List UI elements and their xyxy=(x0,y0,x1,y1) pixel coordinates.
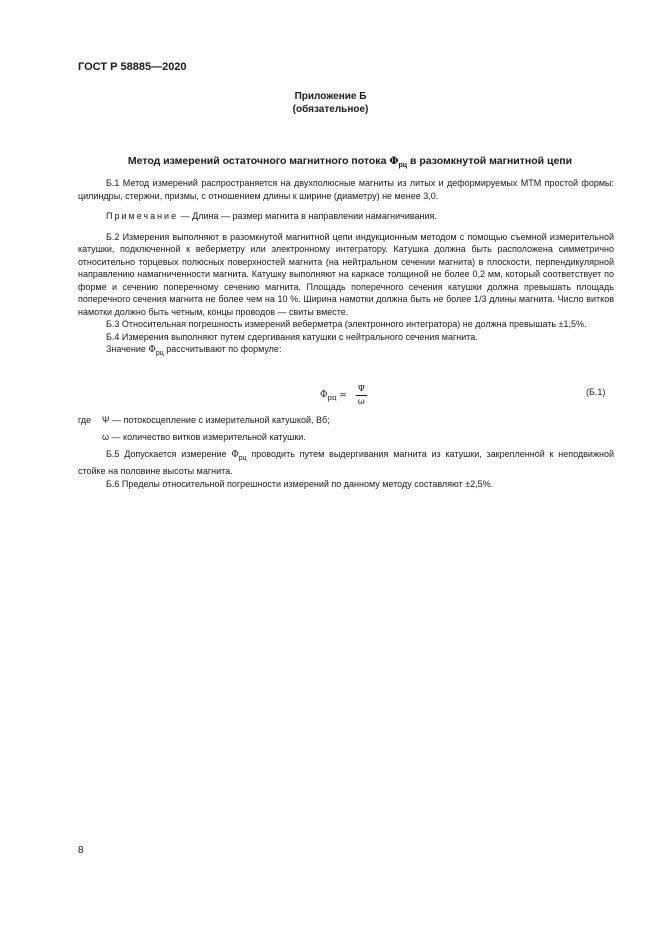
formula-equals: = xyxy=(336,390,350,401)
paragraph-b5 xyxy=(78,448,614,478)
b5-subscript: рц xyxy=(238,454,247,462)
formula-numerator: Ψ xyxy=(357,384,366,394)
formula-intro xyxy=(78,343,614,360)
paragraph-b6: Б.6 Пределы относительной погрешности измерений по данному методу составляют ±2,5%. xyxy=(106,478,494,489)
body-text-lower xyxy=(78,448,614,490)
where-row-omega xyxy=(78,429,330,446)
formula-intro-text-end: рассчитывают по формуле: xyxy=(163,344,282,354)
heading-text: Метод измерений остаточного магнитного потока xyxy=(127,155,390,167)
paragraph-b3: Б.3 Относительная погрешность измерений веберметра (электронного интегратора) не должна превышать ±1,5%. xyxy=(106,319,587,329)
appendix-title: Приложение Б xyxy=(294,91,367,102)
formula-lhs xyxy=(320,390,336,402)
body-text xyxy=(78,177,614,360)
formula-lhs-subscript: рц xyxy=(327,393,337,402)
appendix-header xyxy=(0,90,661,116)
b5-text-end: проводить путем выдергивания магнита из катушки, закрепленной к неподвижной стойке на половине высоты магнита. xyxy=(78,449,614,477)
note-text: — Длина — размер магнита в направлении намагничивания. xyxy=(178,211,437,221)
note-label: Примечание xyxy=(106,211,179,221)
where-omega: ω — количество витков измерительной катушки. xyxy=(102,432,306,442)
heading-subscript: рц xyxy=(398,162,408,170)
appendix-status: (обязательное) xyxy=(292,104,369,115)
formula-intro-symbol: Φ xyxy=(148,345,156,355)
section-heading xyxy=(60,155,640,169)
page-number: 8 xyxy=(78,845,84,856)
formula-denominator: ω xyxy=(357,397,365,407)
where-spacer xyxy=(78,429,102,446)
formula xyxy=(320,384,367,407)
b5-text: Б.5 Допускается измерение xyxy=(106,449,232,459)
paragraph-b1: Б.1 Метод измерений распространяется на двухполюсные магниты из литых и деформируемых МТМ простой формы: цилиндры, стержни, призмы, с отношением длины к ширине (диаметру) не менее 3,0. xyxy=(78,178,614,201)
where-label: где xyxy=(78,415,92,425)
equation-number: (Б.1) xyxy=(586,387,606,397)
standard-designation: ГОСТ Р 58885—2020 xyxy=(78,61,187,73)
formula-lhs-symbol: Φ xyxy=(320,389,328,400)
where-row-psi xyxy=(78,412,330,429)
heading-symbol: Φ xyxy=(389,155,399,167)
heading-text-end: в разомкнутой магнитной цепи xyxy=(407,155,573,167)
formula-intro-subscript: рц xyxy=(155,349,164,357)
where-psi: Ψ — потокосцепление с измерительной катушкой, Вб; xyxy=(102,415,330,425)
b5-symbol: Φ xyxy=(231,450,239,460)
paragraph-b4: Б.4 Измерения выполняют путем сдергивания катушки с нейтрального сечения магнита. xyxy=(106,331,478,342)
formula-intro-text: Значение xyxy=(106,344,149,354)
where-list xyxy=(78,412,330,446)
paragraph-b2: Б.2 Измерения выполняют в разомкнутой магнитной цепи индукционным методом с помощью съемной измерительной катушки, подключенной к веберметру или электронному интегратору. Катушка должна быть расположена симметрично относительно торцевых полюсных поверхностей магнита (на нейтральном сечении магнита) в плоскости, перпендикулярной направлению намагниченности магнита. Катушку выполняют на каркасе толщиной не более 0,2 мм, который соответствует по форме и сечению поперечному сечению магнита. Площадь поперечного сечения катушки должна превышать площадь поперечного сечения магнита не более чем на 10 %. Ширина намотки должна быть не более 1/3 длины магнита. Число витков намотки должно быть четным, концы проводов — свиты вместе. xyxy=(78,231,614,317)
formula-fraction xyxy=(356,384,367,407)
note xyxy=(78,210,614,223)
